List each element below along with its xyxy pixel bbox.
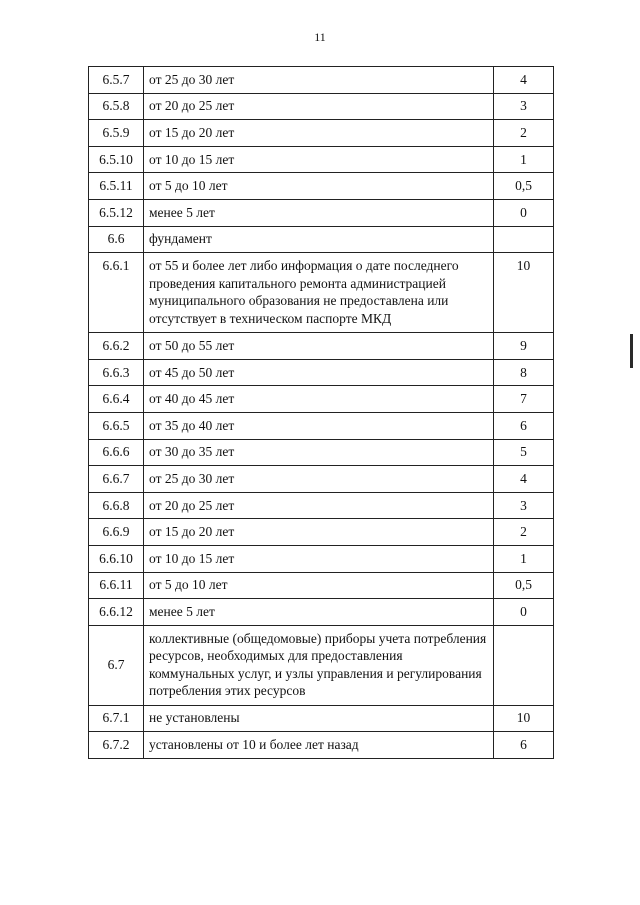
- row-score: 0,5: [494, 572, 554, 599]
- row-description: от 5 до 10 лет: [144, 572, 494, 599]
- table-row: [89, 67, 554, 94]
- table-row: [89, 545, 554, 572]
- row-description: фундамент: [144, 226, 494, 253]
- row-code: 6.6.5: [89, 412, 144, 439]
- table-row: [89, 146, 554, 173]
- row-score: 3: [494, 93, 554, 120]
- row-description: от 25 до 30 лет: [144, 466, 494, 493]
- row-score: 4: [494, 466, 554, 493]
- row-description: от 5 до 10 лет: [144, 173, 494, 200]
- row-code: 6.6.12: [89, 599, 144, 626]
- row-code: 6.6: [89, 226, 144, 253]
- row-code: 6.6.11: [89, 572, 144, 599]
- row-description: от 50 до 55 лет: [144, 333, 494, 360]
- row-code: 6.7.2: [89, 732, 144, 759]
- row-description: от 35 до 40 лет: [144, 412, 494, 439]
- row-code: 6.5.8: [89, 93, 144, 120]
- row-description: не установлены: [144, 705, 494, 732]
- row-score: 1: [494, 146, 554, 173]
- row-code: 6.5.10: [89, 146, 144, 173]
- row-code: 6.5.7: [89, 67, 144, 94]
- table-row: [89, 439, 554, 466]
- table-row: [89, 466, 554, 493]
- row-description: от 55 и более лет либо информация о дате последнего проведения капитального ремонта администрацией муниципального образования не предоставлена или отсутствует в техническом паспорте МКД: [144, 253, 494, 333]
- row-score: 2: [494, 120, 554, 147]
- row-description: установлены от 10 и более лет назад: [144, 732, 494, 759]
- table-row: [89, 572, 554, 599]
- table-row: [89, 705, 554, 732]
- row-code: 6.5.11: [89, 173, 144, 200]
- row-code: 6.7.1: [89, 705, 144, 732]
- page-number: 11: [314, 30, 326, 44]
- row-code: 6.6.4: [89, 386, 144, 413]
- row-code: 6.6.6: [89, 439, 144, 466]
- row-description: от 10 до 15 лет: [144, 545, 494, 572]
- row-score: 10: [494, 705, 554, 732]
- row-description: менее 5 лет: [144, 199, 494, 226]
- row-description: коллективные (общедомовые) приборы учета потребления ресурсов, необходимых для предоставления коммунальных услуг, и узлы управления и регулирования потребления этих ресурсов: [144, 625, 494, 705]
- table-row: [89, 93, 554, 120]
- row-description: от 30 до 35 лет: [144, 439, 494, 466]
- row-description: от 10 до 15 лет: [144, 146, 494, 173]
- row-code: 6.6.1: [89, 253, 144, 333]
- table-row: [89, 599, 554, 626]
- row-score: 6: [494, 412, 554, 439]
- row-code: 6.6.2: [89, 333, 144, 360]
- row-code: 6.5.12: [89, 199, 144, 226]
- row-code: 6.6.10: [89, 545, 144, 572]
- row-score: [494, 226, 554, 253]
- row-score: 9: [494, 333, 554, 360]
- table-row: [89, 359, 554, 386]
- criteria-table: [88, 66, 554, 759]
- table-row: [89, 386, 554, 413]
- section-header-row: [89, 625, 554, 705]
- row-score: 10: [494, 253, 554, 333]
- row-score: 4: [494, 67, 554, 94]
- row-description: менее 5 лет: [144, 599, 494, 626]
- table-row: [89, 199, 554, 226]
- row-description: от 20 до 25 лет: [144, 93, 494, 120]
- section-header-row: [89, 226, 554, 253]
- row-score: 1: [494, 545, 554, 572]
- table-row: [89, 412, 554, 439]
- table-row: [89, 120, 554, 147]
- row-description: от 40 до 45 лет: [144, 386, 494, 413]
- row-score: 2: [494, 519, 554, 546]
- row-description: от 15 до 20 лет: [144, 519, 494, 546]
- row-description: от 15 до 20 лет: [144, 120, 494, 147]
- table-row: [89, 492, 554, 519]
- row-code: 6.6.8: [89, 492, 144, 519]
- row-score: 0: [494, 599, 554, 626]
- scan-edge-mark: [630, 334, 633, 368]
- table-row: [89, 173, 554, 200]
- row-description: от 20 до 25 лет: [144, 492, 494, 519]
- row-score: 5: [494, 439, 554, 466]
- row-score: 3: [494, 492, 554, 519]
- row-description: от 25 до 30 лет: [144, 67, 494, 94]
- row-score: 6: [494, 732, 554, 759]
- row-code: 6.5.9: [89, 120, 144, 147]
- row-code: 6.6.3: [89, 359, 144, 386]
- row-code: 6.7: [89, 625, 144, 705]
- table-row: [89, 519, 554, 546]
- row-score: 8: [494, 359, 554, 386]
- table-row: [89, 253, 554, 333]
- row-code: 6.6.9: [89, 519, 144, 546]
- row-score: 7: [494, 386, 554, 413]
- table-row: [89, 732, 554, 759]
- row-description: от 45 до 50 лет: [144, 359, 494, 386]
- row-code: 6.6.7: [89, 466, 144, 493]
- row-score: [494, 625, 554, 705]
- row-score: 0: [494, 199, 554, 226]
- row-score: 0,5: [494, 173, 554, 200]
- table-row: [89, 333, 554, 360]
